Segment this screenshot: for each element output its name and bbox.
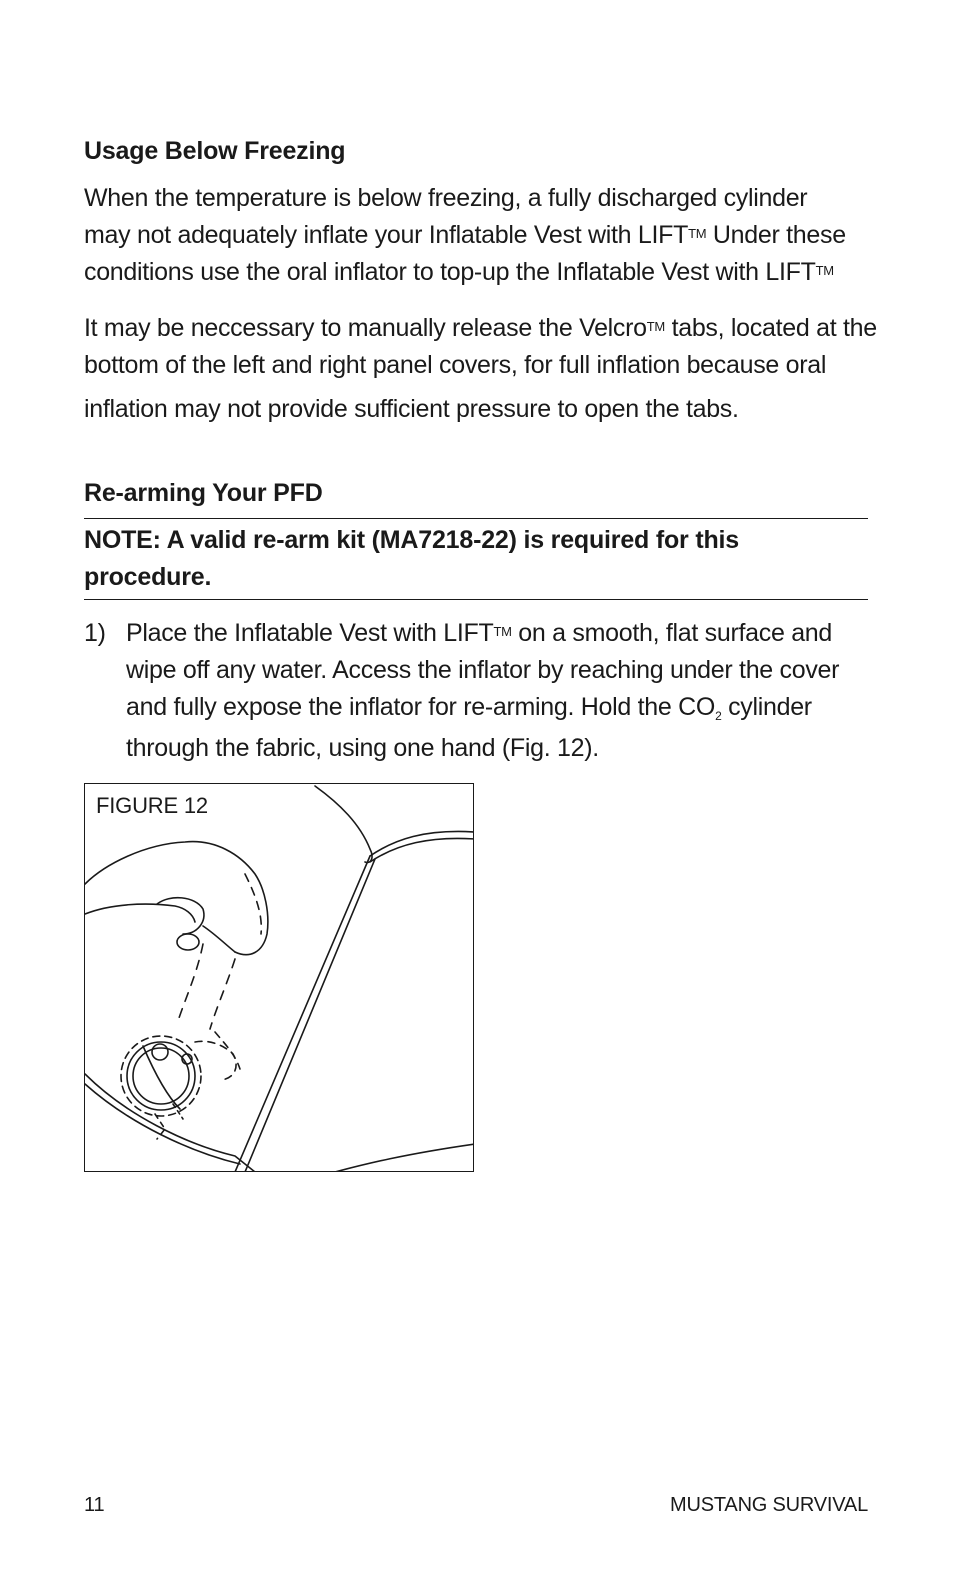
trademark: TM [688,226,707,241]
text-line: It may be neccessary to manually release the Velcro [84,314,647,342]
rule-bottom [84,599,868,600]
note-line: NOTE: A valid re-arm kit (MA7218-22) is required for this [84,526,739,554]
paragraph-freezing [84,180,884,291]
text-line: Under these [706,221,846,249]
figure-illustration [85,784,474,1172]
text-line: conditions use the oral inflator to top-up the Inflatable Vest with LIFT [84,258,816,286]
figure-12 [84,783,474,1172]
text-line: cylinder [721,693,812,721]
text-line: and fully expose the inflator for re-arming. Hold the CO [126,693,716,721]
rule-top [84,518,868,519]
paragraph-velcro [84,310,884,421]
text-line: through the fabric, using one hand (Fig. 12). [126,734,599,762]
text-line: Place the Inflatable Vest with LIFT [126,619,494,647]
note-line: procedure. [84,563,212,591]
trademark: TM [815,263,834,278]
heading-usage-below-freezing: Usage Below Freezing [84,137,346,165]
heading-re-arming: Re-arming Your PFD [84,479,323,507]
text-line: on a smooth, flat surface and [511,619,833,647]
page-number: 11 [84,1494,105,1516]
subscript: 2 [715,709,722,723]
note-rearm-kit [84,522,868,596]
footer-brand: MUSTANG SURVIVAL [670,1494,868,1516]
step-number: 1) [84,619,106,647]
text-line: tabs, located at the [664,314,877,342]
text-line: inflation may not provide sufficient pressure to open the tabs. [84,395,739,423]
trademark: TM [493,624,512,639]
text-line: wipe off any water. Access the inflator by reaching under the cover [126,656,840,684]
figure-label: FIGURE 12 [96,793,208,818]
text-line: may not adequately inflate your Inflatable Vest with LIFT [84,221,689,249]
step-text [126,615,876,767]
text-line: bottom of the left and right panel covers, for full inflation because oral [84,351,827,379]
trademark: TM [646,319,665,334]
text-line: When the temperature is below freezing, a fully discharged cylinder [84,184,808,212]
